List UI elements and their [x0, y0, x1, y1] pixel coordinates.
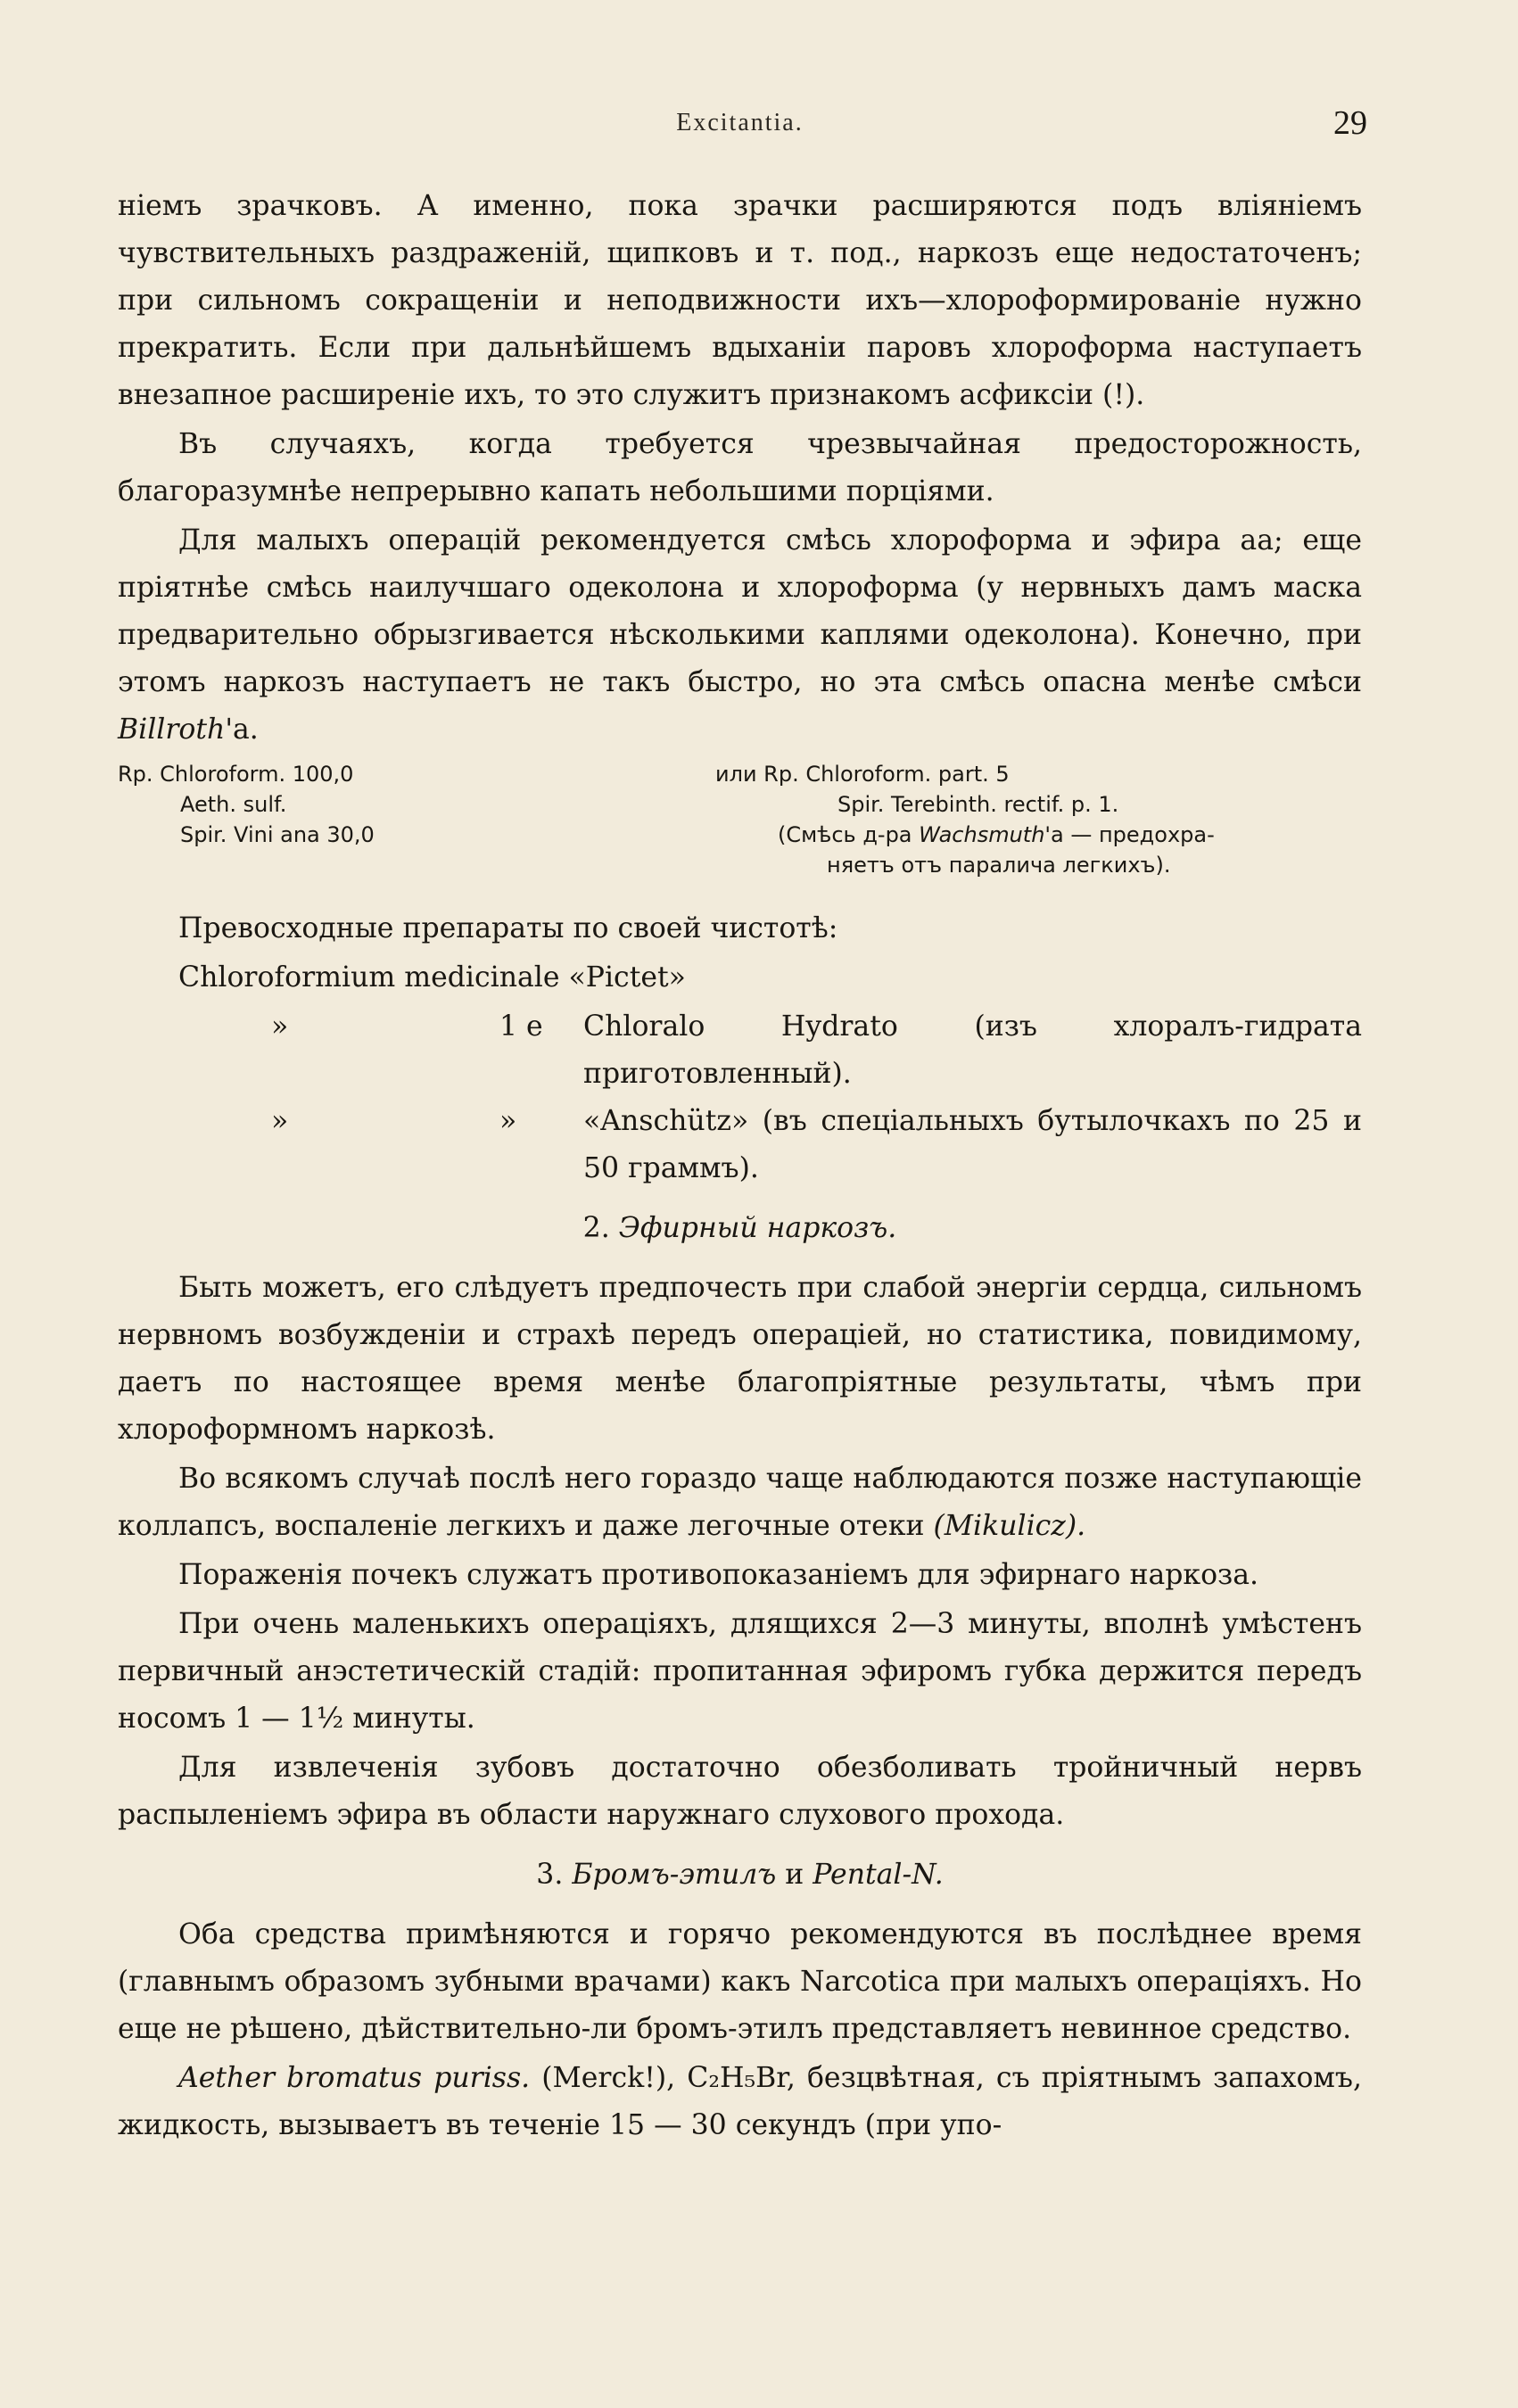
section-heading [118, 1205, 1362, 1252]
paragraph: Въ случаяхъ, когда требуется чрезвычайная предосторожность, благоразумнѣе непрерывно капать небольшими порціями. [118, 428, 1362, 507]
ditto-mark: » [271, 1010, 289, 1043]
page-number: 29 [1333, 104, 1367, 142]
paragraph: ніемъ зрачковъ. А именно, пока зрачки расширяются подъ вліяніемъ чувствительныхъ раздраженій, щипковъ и т. под., наркозъ еще недостаточенъ; при сильномъ сокращеніи и неподвижности ихъ—хлороформированіе нужно прекратить. Если при дальнѣйшемъ вдыханіи паровъ хлороформа наступаетъ внезапное расширеніе ихъ, то это служитъ признакомъ асфиксіи (!). [118, 190, 1362, 411]
paragraph: При очень маленькихъ операціяхъ, длящихся 2—3 минуты, вполнѣ умѣстенъ первичный анэстетическій стадій: пропитанная эфиромъ губка держится передъ носомъ 1 — 1½ минуты. [118, 1608, 1362, 1735]
running-head [118, 104, 1367, 144]
ditto-mark: » [499, 1105, 517, 1137]
paragraph: Для извлеченія зубовъ достаточно обезболивать тройничный нервъ распыленіемъ эфира въ области наружнаго слухового прохода. [118, 1752, 1362, 1831]
author-suffix: 'а. [225, 713, 259, 746]
paragraph [118, 2055, 1362, 2149]
paragraph-text: Для малыхъ операцій рекомендуется смѣсь хлороформа и эфира аа; еще пріятнѣе смѣсь наилучшаго одеколона и хлороформа (у нервныхъ дамъ маска предварительно обрызгивается нѣсколькими каплями одеколона). Конечно, при этомъ наркозъ наступаетъ не такъ быстро, но эта смѣсь опасна менѣе смѣси [118, 524, 1362, 698]
preparation-name: «Anschütz» (въ спеціальныхъ бутылочкахъ по 25 и 50 граммъ). [583, 1105, 1362, 1184]
prescriptions [118, 759, 1362, 900]
ditto-mark: 1 e [499, 1010, 543, 1043]
section-title: Бромъ-этилъ [572, 1859, 777, 1891]
preparation-item: Chloroformium medicinale «Pictet» [178, 961, 686, 994]
section-conjunction: и [776, 1859, 813, 1891]
section-title: Эфирный наркозъ. [618, 1212, 897, 1244]
running-title: Excitantia. [676, 109, 804, 136]
body-text [118, 183, 1362, 2151]
paragraph [118, 1456, 1362, 1550]
author-name: Billroth [118, 713, 226, 746]
preparation-text [118, 1003, 1362, 1098]
rx-line: или Rp. Chloroform. part. 5 [715, 762, 1010, 787]
paragraph: Оба средства примѣняются и горячо рекомендуются въ послѣднее время (главнымъ образомъ зубными врачами) какъ Narcotica при малыхъ операціяхъ. Но еще не рѣшено, дѣйствительно-ли бромъ-этилъ представляетъ невинное средство. [118, 1918, 1362, 2045]
paragraph-text: (Merck!), C₂H₅Br, безцвѣтная, съ пріятнымъ запахомъ, жидкость, вызываетъ въ теченіе 15 — 30 секундъ (при упо- [118, 2062, 1362, 2141]
paragraph [118, 517, 1362, 754]
rx-line [715, 820, 1362, 850]
drug-name: Aether bromatus puriss. [178, 2062, 531, 2094]
rx-note: (Смѣсь д-ра [778, 822, 920, 847]
section-number: 2. [582, 1212, 619, 1244]
prescription-left [118, 759, 689, 850]
rx-line: Spir. Vini ana 30,0 [180, 822, 375, 847]
section-number: 3. [536, 1859, 573, 1891]
rx-line: Aeth. sulf. [180, 792, 287, 817]
rx-line: Rp. Chloroform. 100,0 [118, 762, 354, 787]
section-title: Pental-N. [813, 1859, 944, 1891]
preparations-list [118, 905, 1362, 1192]
section-heading [118, 1851, 1362, 1899]
rx-line: няетъ отъ паралича легкихъ). [827, 853, 1171, 878]
ditto-mark: » [271, 1105, 289, 1137]
preparation-text [118, 1098, 1362, 1192]
author-name: Wachsmuth [919, 822, 1045, 847]
paragraph-text: Во всякомъ случаѣ послѣ него гораздо чаще наблюдаются позже наступающіе коллапсъ, воспаленіе легкихъ и даже легочные отеки [118, 1463, 1362, 1542]
rx-note: 'а — предохра- [1044, 822, 1215, 847]
paragraph: Превосходные препараты по своей чистотѣ: [178, 912, 838, 944]
prescription-right [715, 759, 1362, 880]
author-name: (Mikulicz). [933, 1510, 1086, 1542]
book-page [118, 0, 1367, 2408]
preparation-name: Chloralo Hydrato (изъ хлоралъ-гидрата приготовленный). [583, 1010, 1362, 1090]
rx-line: Spir. Terebinth. rectif. p. 1. [837, 792, 1119, 817]
paragraph: Быть можетъ, его слѣдуетъ предпочесть при слабой энергіи сердца, сильномъ нервномъ возбужденіи и страхѣ передъ операціей, но статистика, повидимому, даетъ по настоящее время менѣе благопріятные результаты, чѣмъ при хлороформномъ наркозѣ. [118, 1272, 1362, 1446]
paragraph: Пораженія почекъ служатъ противопоказаніемъ для эфирнаго наркоза. [178, 1559, 1259, 1591]
